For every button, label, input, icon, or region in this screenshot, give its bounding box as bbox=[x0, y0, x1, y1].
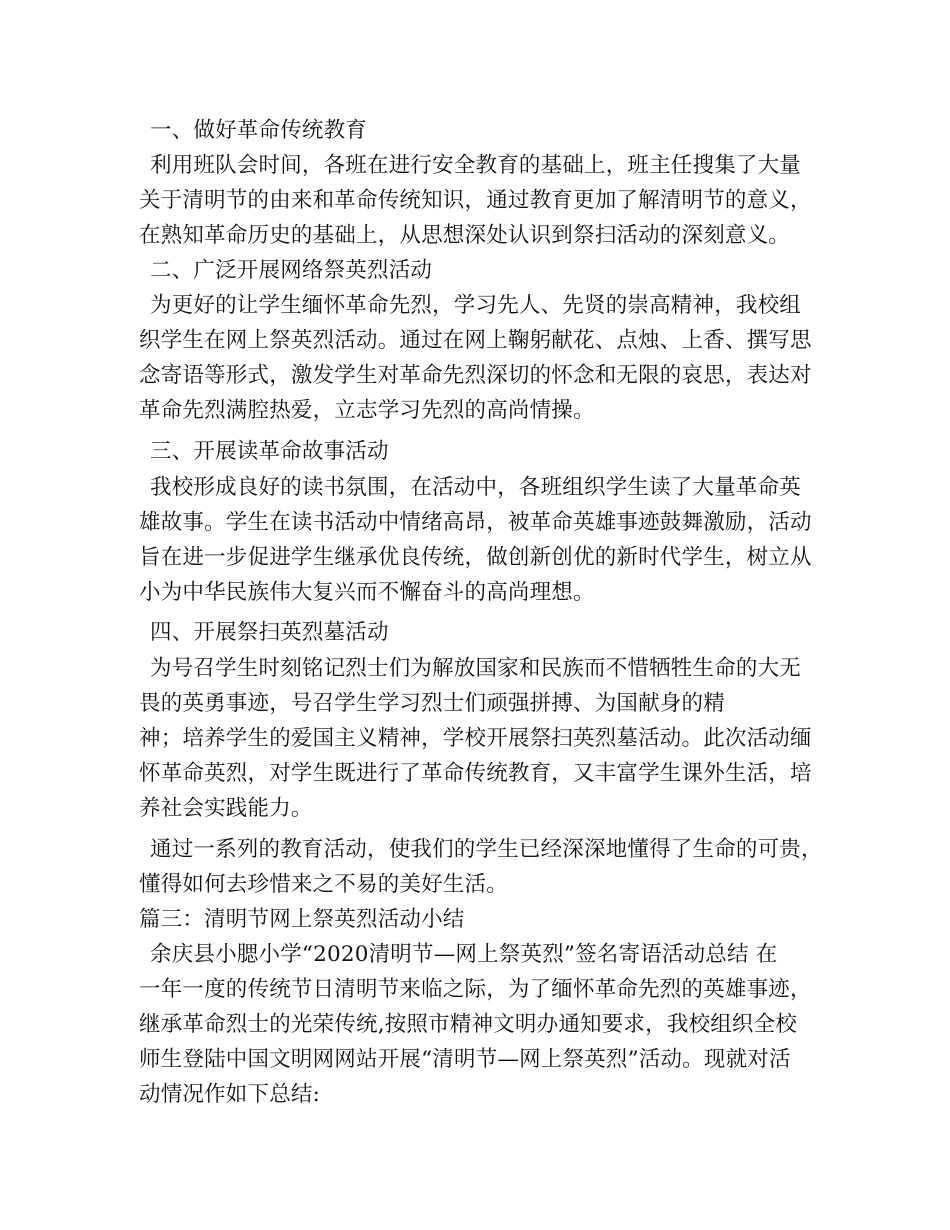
heading-1: 一、做好革命传统教育 bbox=[150, 118, 368, 143]
paragraph-line: 余庆县小腮小学“2020清明节—网上祭英烈”签名寄语活动总结 在 bbox=[150, 942, 778, 967]
paragraph-line: 旨在进一步促进学生继承优良传统，做创新创优的新时代学生，树立从 bbox=[139, 545, 812, 570]
paragraph-line: 为号召学生时刻铭记烈士们为解放国家和民族而不惜牺牲生命的大无 bbox=[150, 656, 802, 681]
paragraph-line: 在熟知革命历史的基础上，从思想深处认识到祭扫活动的深刻意义。 bbox=[139, 223, 791, 248]
paragraph-line: 懂得如何去珍惜来之不易的美好生活。 bbox=[139, 872, 508, 897]
paragraph-line: 织学生在网上祭英烈活动。通过在网上鞠躬献花、点烛、上香、撰写思 bbox=[139, 328, 812, 353]
paragraph-line: 一年一度的传统节日清明节来临之际，为了缅怀革命先烈的英雄事迹， bbox=[139, 977, 812, 1002]
paragraph-line: 神；培养学生的爱国主义精神，学校开展祭扫英烈墓活动。此次活动缅 bbox=[139, 726, 812, 751]
heading-3: 三、开展读革命故事活动 bbox=[150, 439, 389, 464]
paragraph-line: 小为中华民族伟大复兴而不懈奋斗的高尚理想。 bbox=[139, 580, 595, 605]
paragraph-line: 畏的英勇事迹，号召学生学习烈士们顽强拼搏、为国献身的精 bbox=[139, 691, 725, 716]
paragraph-line: 养社会实践能力。 bbox=[139, 796, 313, 821]
paragraph-line: 革命先烈满腔热爱，立志学习先烈的高尚情操。 bbox=[139, 398, 595, 423]
paragraph-line: 雄故事。学生在读书活动中情绪高昂，被革命英雄事迹鼓舞激励，活动 bbox=[139, 510, 812, 535]
paragraph-line: 念寄语等形式，激发学生对革命先烈深切的怀念和无限的哀思，表达对 bbox=[139, 363, 812, 388]
paragraph-line: 我校形成良好的读书氛围，在活动中，各班组织学生读了大量革命英 bbox=[150, 475, 802, 500]
paragraph-line: 为更好的让学生缅怀革命先烈，学习先人、先贤的崇高精神，我校组 bbox=[150, 293, 802, 318]
section-title: 篇三：清明节网上祭英烈活动小结 bbox=[139, 907, 465, 932]
heading-4: 四、开展祭扫英烈墓活动 bbox=[150, 620, 389, 645]
heading-2: 二、广泛开展网络祭英烈活动 bbox=[150, 258, 433, 283]
paragraph-line: 师生登陆中国文明网网站开展“清明节—网上祭英烈”活动。现就对活 bbox=[139, 1047, 791, 1072]
paragraph-line: 利用班队会时间，各班在进行安全教育的基础上，班主任搜集了大量 bbox=[150, 153, 802, 178]
paragraph-line: 怀革命英烈，对学生既进行了革命传统教育，又丰富学生课外生活，培 bbox=[139, 761, 812, 786]
paragraph-line: 动情况作如下总结: bbox=[139, 1082, 321, 1107]
paragraph-line: 通过一系列的教育活动，使我们的学生已经深深地懂得了生命的可贵， bbox=[150, 837, 823, 862]
paragraph-line: 继承革命烈士的光荣传统,按照市精神文明办通知要求，我校组织全校 bbox=[139, 1012, 798, 1037]
paragraph-line: 关于清明节的由来和革命传统知识，通过教育更加了解清明节的意义， bbox=[139, 188, 812, 213]
